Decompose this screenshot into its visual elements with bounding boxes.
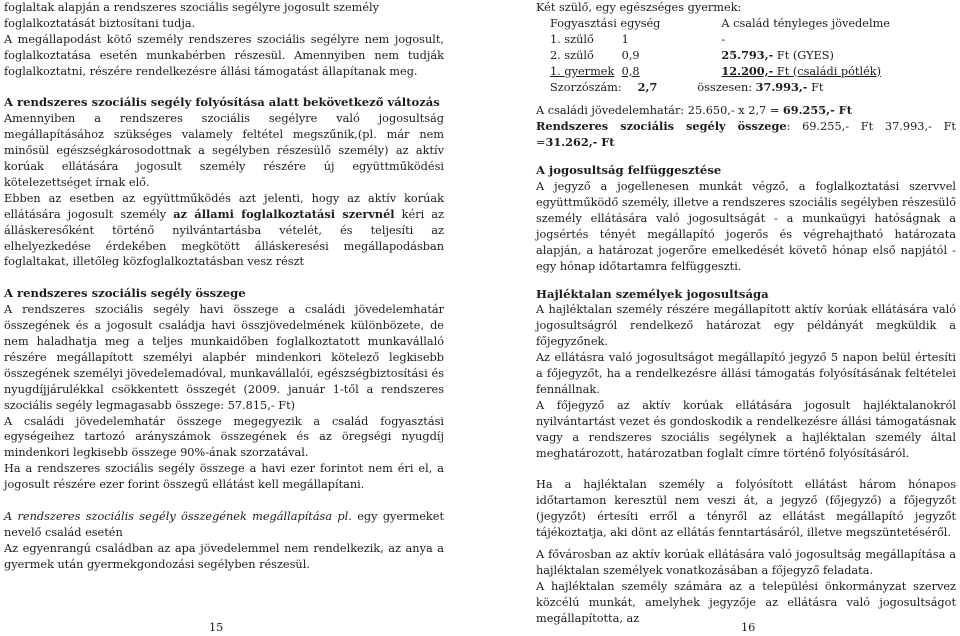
paragraph-limit: A családi jövedelemhatár összege megegyezik a család fogyasztási egységeihez tartozó arányszámok összegének és az öregségi nyugdíj mindenkori legkisebb összege 90%-ának szorzatával.: [4, 414, 444, 460]
paragraph-cont-top: foglaltak alapján a rendszeres szociális segélyre jogosult személy: [4, 1, 380, 14]
paragraph-homeless-2: Az ellátásra való jogosultságot megállapító jegyző 5 napon belül értesíti a főjegyzőt, ha a rendelkezésre állási támogatás folyósításának feltételei fennállnak.: [536, 351, 956, 396]
paragraph-family: Az egyenrangú családban az apa jövedelemmel nem rendelkezik, az anya a gyermek után gyermekgondozási segélyben részesül.: [4, 541, 444, 571]
paragraph-example: A rendszeres szociális segély összegének megállapítása pl. egy gyermeket nevelő család esetén: [4, 509, 444, 539]
heading-suspension: A jogosultság felfüggesztése: [536, 163, 722, 178]
left-page: [4, 0, 444, 573]
row-unit: 1: [621, 32, 629, 46]
paragraph-homeless-4: Ha a hajléktalan személy a folyósított ellátást három hónapos időtartamon keresztül nem veszi át, a jegyző (főjegyző) a főjegyzőt (jegyzőt) értesíti erről a tényről az ellátást megállapító jegyzőt tájékoztatja, aki dönt az ellátás fenntartásáról, illetve megszüntetéséről.: [536, 478, 956, 540]
paragraph-cont: foglalkoztatását biztosítani tudja.: [4, 16, 196, 30]
total-label: összesen:: [697, 80, 756, 94]
paragraph-homeless-6: A hajléktalan személy számára az a települési önkormányzat szervez közcélú munkát, amelyhek jegyzője az ellátásra való jogosultságot megállapította, az: [536, 579, 956, 625]
row-note: Ft (GYES): [773, 48, 834, 62]
paragraph-cooperation: Ebben az esetben az együttműködés azt jelenti, hogy az aktív korúak ellátására jogosult személy az állami foglalkoztatási szervnél kéri az álláskeresőként történő nyilvántartásba vételét, és teljesíti az elhelyezkedése érdekében megkötött álláskeresési megállapodásban foglaltakat, illetőleg közfoglalkoztatásban vesz részt: [4, 191, 444, 269]
heading-amount: A rendszeres szociális segély összege: [4, 286, 246, 301]
paragraph-homeless-5: A fővárosban az aktív korúak ellátására való jogosultság megállapítása a hajléktalan személyek vonatkozásában a főjegyző feladata.: [536, 547, 956, 577]
income-limit-line: A családi jövedelemhatár: 25.650,- x 2,7 = 69.255,- Ft: [536, 103, 852, 118]
right-page: [536, 0, 956, 627]
row-label: 1. szülő: [550, 32, 594, 46]
calc-header-row: [550, 16, 890, 32]
example-intro: Két szülő, egy egészséges gyermek:: [536, 1, 742, 14]
row-amount: 25.793,-: [721, 47, 774, 62]
paragraph-agreement: A megállapodást kötő személy rendszeres szociális segélyre nem jogosult, foglalkoztatása esetén munkabérben részesül. Amennyiben nem tudják foglalkoztatni, részére rendelkezésre állási támogatást állapítanak meg.: [4, 32, 444, 78]
row-amount: -: [721, 32, 726, 46]
total-value: 37.993,-: [755, 79, 808, 94]
calc-row: [550, 32, 890, 48]
row-label: 2. szülő: [550, 48, 594, 62]
row-note: Ft (családi pótlék): [773, 64, 882, 78]
row-unit: 0,8: [621, 64, 640, 78]
paragraph-suspension: A jegyző a jogellenesen munkát végző, a foglalkoztatási szervvel együttműködő személy, illetve a rendszeres szociális segélyben részesülő személy ellátására való jogosultságát - a munkaügyi hatóságnak a jogsértés tényét megállapító jogerős és végrehajtható határozata alapján, a határozat jogerőre emelkedését követő hónap első napjától - egy hónap időtartamra felfüggeszti.: [536, 180, 956, 273]
page-number-left: 15: [209, 621, 224, 634]
calc-row: [550, 48, 890, 64]
header-income: A család tényleges jövedelme: [721, 16, 890, 30]
amount-line: Rendszeres szociális segély összege: 69.255,- Ft 37.993,- Ft =31.262,- Ft: [536, 119, 956, 150]
heading-change: A rendszeres szociális segély folyósítása alatt bekövetkező változás: [4, 95, 440, 110]
heading-homeless: Hajléktalan személyek jogosultsága: [536, 286, 769, 301]
multiplier-value: 2,7: [637, 79, 658, 94]
row-unit: 0,9: [621, 48, 640, 62]
total-unit: Ft: [807, 80, 824, 94]
row-amount: 12.200,-: [721, 63, 774, 78]
calc-total-row: [550, 80, 890, 96]
page-number-right: 16: [741, 621, 756, 634]
calc-row: [550, 64, 890, 80]
header-unit: Fogyasztási egység: [550, 16, 661, 30]
paragraph-minimum: Ha a rendszeres szociális segély összege a havi ezer forintot nem éri el, a jogosult részére ezer forint összegű ellátást kell megállapítani.: [4, 462, 444, 492]
row-label: 1. gyermek: [550, 64, 615, 78]
calculation-table: [550, 16, 890, 96]
paragraph-homeless-1: A hajléktalan személy részére megállapított aktív korúak ellátására való jogosultságról rendelkező határozat egy példányát megküldik a főjegyzőnek.: [536, 303, 956, 349]
multiplier-label: Szorzószám:: [550, 80, 622, 94]
paragraph-change: Amennyiben a rendszeres szociális segélyre való jogosultság megállapításához szükséges valamely feltétel megszűnik,(pl. már nem minősül egészségkárosodottnak a segélyben részesülő személy) az aktív korúak ellátására jogosult személy részére új együttműködési kötelezettséget írnak elő.: [4, 112, 444, 189]
paragraph-homeless-3: A főjegyző az aktív korúak ellátására jogosult hajléktalanokról nyilvántartást vezet és gondoskodik a rendelkezésre állási támogatásnak vagy a rendszeres szociális segélynek a hajléktalan személy által meghatározott, határozatban foglalt címre történő folyósításáról.: [536, 398, 956, 460]
paragraph-amount: A rendszeres szociális segély havi összege a családi jövedelemhatár összegének és a jogosult családja havi összjövedelmének különbözete, de nem haladhatja meg a teljes munkaidőben foglalkoztatott munkavállaló részére megállapított személyi alapbér mindenkori kötelező legkisebb összegének személyi jövedelemadóval, munkavállalói, egészségbiztosítási és nyugdíjjárulékkal csökkentett összegét (2009. január 1-től a rendszeres szociális segély legmagasabb összege: 57.815,- Ft): [4, 303, 444, 412]
